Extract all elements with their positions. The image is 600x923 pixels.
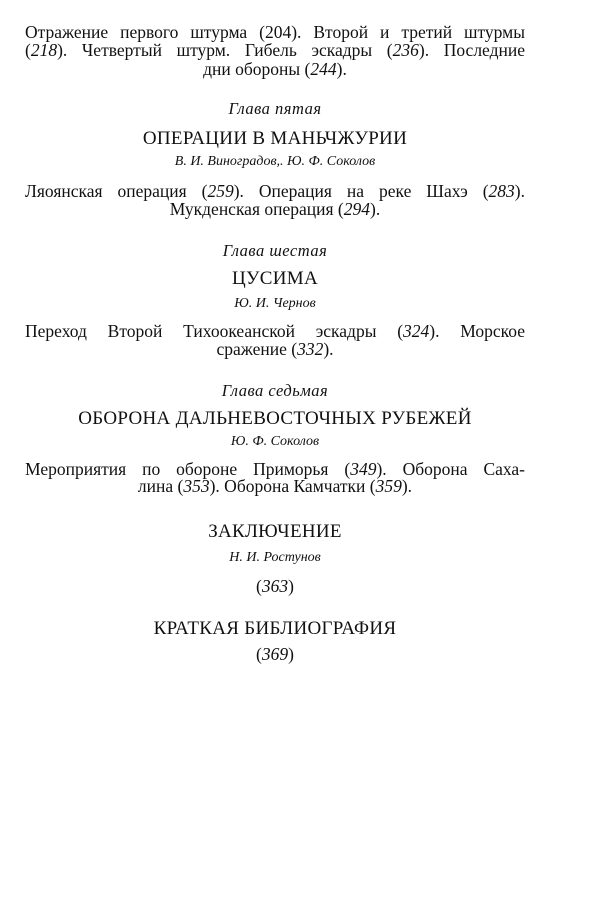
text-segment: ). Оборона Камчатки ( — [209, 476, 376, 496]
page-ref: 349 — [350, 459, 377, 479]
text-segment: Ю. И. Чернов — [234, 296, 316, 311]
text-segment: Глава шестая — [222, 241, 328, 260]
page-ref: 369 — [261, 644, 289, 664]
page-number — [0, 576, 550, 596]
text-segment: сражение ( — [216, 339, 298, 359]
paragraph-line — [25, 40, 525, 60]
page-number — [0, 644, 550, 664]
text-segment: ). — [323, 339, 334, 359]
page-ref: 359 — [375, 476, 402, 496]
text-segment: Н. И. Ростунов — [229, 550, 321, 565]
text-segment: ( — [25, 40, 31, 60]
text-segment: дни обороны ( — [203, 59, 311, 79]
paragraph-line — [25, 321, 525, 341]
text-segment: ). Четвертый штурм. Гибель эскадры ( — [57, 40, 393, 60]
text-segment: КРАТКАЯ БИБЛИОГРАФИЯ — [153, 618, 397, 639]
text-segment: ). — [370, 199, 381, 219]
paragraph-line — [25, 22, 525, 42]
text-segment: ) — [288, 576, 294, 596]
paragraph-line — [0, 339, 550, 359]
page-ref: 294 — [343, 199, 371, 219]
section-title — [0, 522, 550, 542]
page-ref: 259 — [207, 181, 234, 201]
text-segment: ). Оборона Саха- — [376, 459, 525, 479]
text-segment: Мукденская операция ( — [169, 199, 344, 219]
paragraph-line — [0, 476, 550, 496]
text-segment: В. И. Виноградов,. Ю. Ф. Соколов — [174, 154, 376, 169]
text-segment: ОПЕРАЦИИ В МАНЬЧЖУРИИ — [142, 128, 408, 149]
chapter-title — [0, 269, 550, 289]
page-ref: 244 — [310, 59, 337, 79]
page-ref: 363 — [261, 576, 289, 596]
page-ref: 332 — [297, 339, 324, 359]
text-segment: ЦУСИМА — [232, 268, 318, 289]
section-author — [0, 548, 550, 568]
text-segment: ). Последние — [418, 40, 525, 60]
text-segment: ( — [256, 644, 262, 664]
text-segment: Ляоянская операция ( — [25, 181, 208, 201]
page-ref: 353 — [183, 476, 210, 496]
text-segment: Ю. Ф. Соколов — [230, 434, 320, 449]
chapter-label — [0, 241, 550, 261]
section-title — [0, 619, 550, 639]
text-segment: ОБОРОНА ДАЛЬНЕВОСТОЧНЫХ РУБЕЖЕЙ — [78, 408, 472, 429]
text-segment: ). — [514, 181, 525, 201]
text-segment: лина ( — [137, 476, 184, 496]
text-segment: Отражение первого штурма (204). Второй и третий штурмы — [25, 22, 525, 42]
paragraph-line — [25, 181, 525, 201]
page-ref: 236 — [392, 40, 419, 60]
text-segment: Мероприятия по обороне Приморья ( — [25, 459, 351, 479]
chapter-label — [0, 99, 550, 119]
chapter-title — [0, 409, 550, 429]
chapter-authors — [0, 294, 550, 314]
chapter-title — [0, 129, 550, 149]
page-ref: 218 — [30, 40, 58, 60]
text-segment: ЗАКЛЮЧЕНИЕ — [208, 521, 342, 542]
text-segment: ). — [401, 476, 413, 496]
paragraph-line — [0, 199, 550, 219]
text-segment: ). Морское — [429, 321, 525, 341]
text-segment: Глава пятая — [228, 99, 322, 118]
chapter-authors — [0, 432, 550, 452]
chapter-authors — [0, 152, 550, 172]
page-ref: 283 — [488, 181, 515, 201]
text-segment: Переход Второй Тихоокеанской эскадры ( — [25, 321, 404, 341]
paragraph-line — [0, 59, 550, 79]
text-segment: ) — [288, 644, 294, 664]
page-ref: 324 — [403, 321, 430, 341]
text-segment: Глава седьмая — [221, 381, 329, 400]
text-segment: ). — [336, 59, 347, 79]
text-segment: ). Операция на реке Шахэ ( — [233, 181, 489, 201]
text-segment: ( — [256, 576, 262, 596]
chapter-label — [0, 381, 550, 401]
